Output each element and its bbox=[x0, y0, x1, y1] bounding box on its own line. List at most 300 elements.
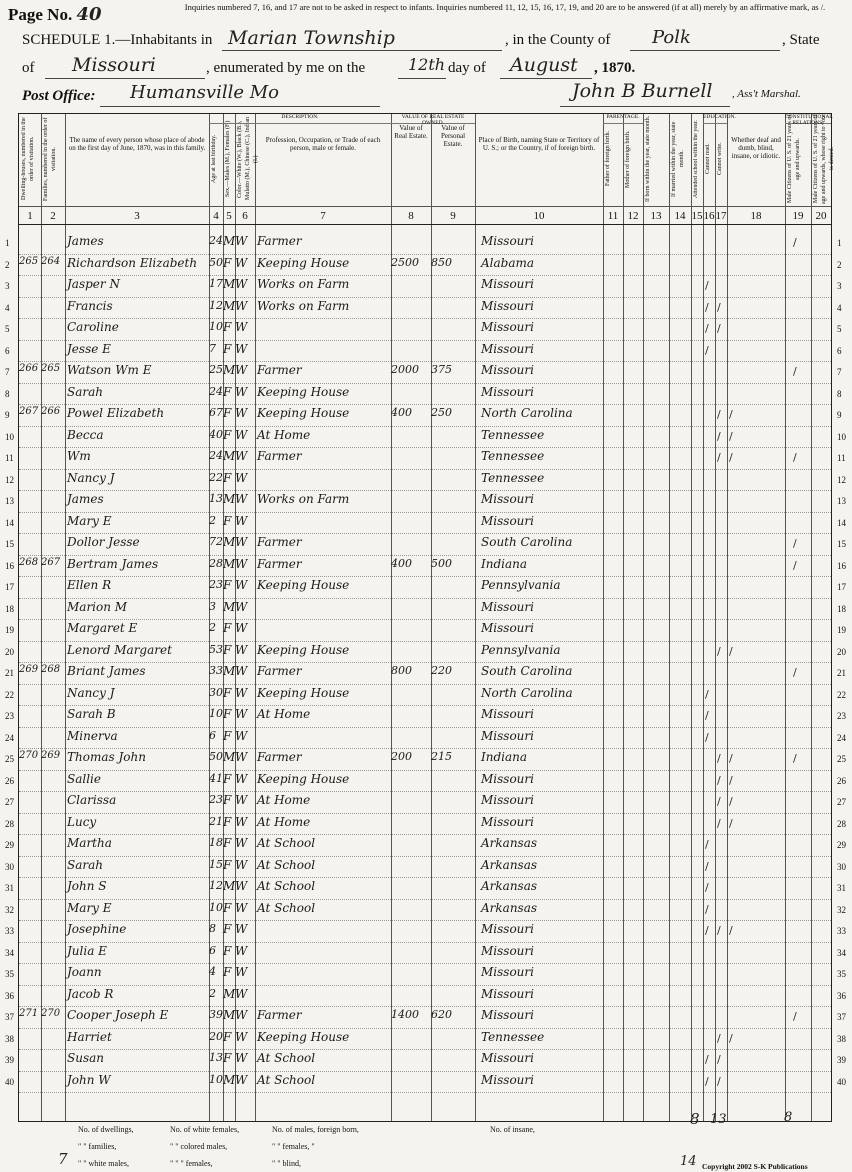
dwelling-number: 269 bbox=[19, 664, 39, 675]
row-line bbox=[19, 275, 831, 276]
tick-mark: / bbox=[705, 279, 709, 292]
column-header-16: Cannot read. bbox=[705, 143, 711, 175]
person-name: James bbox=[67, 492, 104, 506]
state-underline bbox=[45, 78, 205, 79]
column-header-2: Families, numbered in the order of visitation. bbox=[43, 117, 57, 201]
occupation: Works on Farm bbox=[257, 492, 350, 506]
column-divider bbox=[623, 114, 624, 1121]
row-number-right: 37 bbox=[837, 1012, 846, 1022]
row-number: 1 bbox=[5, 238, 10, 248]
color: W bbox=[235, 621, 248, 635]
sex: F bbox=[223, 793, 232, 807]
row-number-right: 27 bbox=[837, 797, 846, 807]
column-divider bbox=[785, 114, 786, 1121]
row-line bbox=[19, 813, 831, 814]
color: W bbox=[235, 685, 248, 700]
tick-mark: / bbox=[705, 1074, 709, 1088]
row-line bbox=[19, 791, 831, 792]
color: W bbox=[235, 1072, 248, 1087]
occupation: At School bbox=[257, 836, 316, 850]
occupation: Keeping House bbox=[257, 406, 350, 420]
row-number: 17 bbox=[5, 582, 14, 592]
birthplace: Indiana bbox=[481, 556, 528, 571]
real-estate-value: 1400 bbox=[391, 1008, 419, 1021]
sex: F bbox=[223, 900, 232, 915]
color: W bbox=[235, 320, 248, 334]
personal-estate-value: 375 bbox=[431, 363, 452, 376]
person-name: Nancy J bbox=[67, 685, 115, 700]
color: W bbox=[235, 449, 248, 463]
age: 20 bbox=[209, 1029, 223, 1043]
sex: F bbox=[223, 341, 232, 356]
row-number: 24 bbox=[5, 732, 14, 743]
occupation: At School bbox=[257, 857, 316, 872]
row-number: 19 bbox=[5, 625, 14, 635]
row-number-right: 23 bbox=[837, 711, 846, 721]
row-number: 40 bbox=[5, 1076, 14, 1087]
row-number: 9 bbox=[5, 410, 10, 420]
row-line bbox=[19, 641, 831, 642]
occupation: At School bbox=[257, 1072, 316, 1087]
column-divider bbox=[669, 114, 670, 1121]
footer-colored-males: " " colored males, bbox=[170, 1142, 228, 1151]
color: W bbox=[235, 664, 248, 678]
birthplace: Missouri bbox=[481, 1072, 534, 1087]
person-name: Dollor Jesse bbox=[67, 535, 140, 549]
person-name: Martha bbox=[67, 836, 112, 850]
person-name: Jasper N bbox=[67, 277, 120, 291]
row-line bbox=[19, 340, 831, 341]
column-number-19: 19 bbox=[792, 210, 804, 222]
age: 6 bbox=[209, 943, 216, 957]
age: 15 bbox=[209, 857, 223, 871]
column-divider bbox=[603, 114, 604, 1121]
color: W bbox=[235, 427, 248, 442]
color: W bbox=[235, 943, 248, 958]
page-number: 40 bbox=[76, 4, 102, 25]
sex: M bbox=[223, 535, 236, 549]
age: 4 bbox=[209, 965, 216, 978]
dwelling-number: 268 bbox=[19, 556, 39, 568]
birthplace: Missouri bbox=[481, 341, 534, 356]
row-number: 38 bbox=[5, 1033, 14, 1044]
age: 6 bbox=[209, 728, 216, 742]
birthplace: Pennsylvania bbox=[481, 642, 561, 657]
column-header-12: Mother of foreign birth. bbox=[625, 130, 631, 188]
person-name: Lucy bbox=[67, 814, 97, 829]
person-name: Richardson Elizabeth bbox=[67, 255, 198, 270]
occupation: Farmer bbox=[257, 234, 302, 248]
person-name: Cooper Joseph E bbox=[67, 1008, 169, 1022]
row-number: 14 bbox=[5, 517, 14, 528]
birthplace: Missouri bbox=[481, 298, 534, 313]
age: 18 bbox=[209, 836, 223, 849]
age: 10 bbox=[209, 1072, 223, 1086]
row-number-right: 17 bbox=[837, 582, 846, 592]
age: 2 bbox=[209, 513, 216, 527]
row-number: 12 bbox=[5, 474, 14, 485]
age: 25 bbox=[209, 363, 223, 376]
row-line bbox=[19, 318, 831, 319]
color: W bbox=[235, 793, 248, 807]
sex: F bbox=[223, 255, 232, 270]
row-number-right: 15 bbox=[837, 539, 846, 549]
color: W bbox=[235, 470, 248, 485]
color: W bbox=[235, 255, 248, 270]
birthplace: South Carolina bbox=[481, 664, 573, 678]
tick-mark: / bbox=[729, 451, 733, 464]
row-number-right: 22 bbox=[837, 689, 846, 700]
color: W bbox=[235, 1008, 248, 1022]
tick-mark: / bbox=[793, 236, 797, 249]
age: 7 bbox=[209, 341, 216, 355]
column-number-16: 16 bbox=[703, 210, 715, 222]
tick-mark: / bbox=[793, 1010, 797, 1023]
column-number-7: 7 bbox=[320, 210, 326, 222]
color: W bbox=[235, 234, 248, 248]
tick-mark: / bbox=[705, 902, 709, 916]
color: W bbox=[235, 986, 248, 1001]
row-line bbox=[19, 1071, 831, 1072]
birthplace: South Carolina bbox=[481, 535, 573, 549]
sex: M bbox=[223, 298, 236, 313]
state-value: Missouri bbox=[72, 54, 156, 76]
dwelling-number: 265 bbox=[19, 255, 39, 267]
real-estate-value: 200 bbox=[391, 750, 412, 763]
row-number-right: 33 bbox=[837, 926, 846, 936]
post-office-underline bbox=[100, 106, 380, 107]
color: W bbox=[235, 556, 248, 571]
row-number-right: 29 bbox=[837, 840, 846, 850]
column-number-18: 18 bbox=[750, 210, 762, 222]
person-name: Bertram James bbox=[67, 556, 159, 571]
column-number-3: 3 bbox=[134, 210, 140, 222]
color: W bbox=[235, 707, 248, 721]
birthplace: Arkansas bbox=[481, 836, 538, 850]
row-line bbox=[19, 490, 831, 491]
tick-mark: / bbox=[793, 752, 797, 765]
column-number-8: 8 bbox=[408, 210, 414, 222]
family-number: 264 bbox=[41, 255, 61, 267]
occupation: Farmer bbox=[257, 664, 302, 678]
color: W bbox=[235, 922, 248, 936]
column-header-8: Value of Real Estate. bbox=[394, 124, 428, 140]
row-number: 11 bbox=[5, 453, 14, 463]
column-number-13: 13 bbox=[650, 210, 662, 222]
age: 33 bbox=[209, 664, 223, 677]
sex: F bbox=[223, 578, 232, 592]
row-number: 23 bbox=[5, 711, 14, 721]
color: W bbox=[235, 492, 248, 506]
row-number-right: 10 bbox=[837, 431, 846, 442]
personal-estate-value: 220 bbox=[431, 664, 452, 677]
column-divider bbox=[255, 114, 256, 1121]
row-line bbox=[19, 512, 831, 513]
sex: F bbox=[223, 814, 232, 829]
tick-mark: / bbox=[793, 451, 797, 464]
sex: F bbox=[223, 427, 232, 442]
row-number-right: 35 bbox=[837, 969, 846, 979]
birthplace: Missouri bbox=[481, 1051, 534, 1065]
row-line bbox=[19, 576, 831, 577]
row-number: 4 bbox=[5, 302, 10, 313]
group-header-4: CONSTITUTIONAL RELATIONS. bbox=[785, 114, 833, 126]
post-office-label: Post Office: bbox=[22, 88, 96, 104]
occupation: Works on Farm bbox=[257, 298, 350, 313]
of-label: of bbox=[22, 60, 35, 76]
real-estate-value: 400 bbox=[391, 556, 412, 570]
row-number-right: 30 bbox=[837, 861, 846, 872]
sex: M bbox=[223, 556, 236, 571]
birthplace: Missouri bbox=[481, 986, 534, 1001]
township-value: Marian Township bbox=[228, 27, 395, 49]
row-line bbox=[19, 426, 831, 427]
page-label bbox=[8, 4, 102, 25]
column-header-1: Dwelling-houses, numbered in the order of visitation. bbox=[21, 117, 35, 201]
sex: F bbox=[223, 685, 232, 700]
row-line bbox=[19, 705, 831, 706]
row-number: 10 bbox=[5, 431, 14, 442]
tick-mark: / bbox=[717, 300, 721, 314]
color: W bbox=[235, 879, 248, 893]
tick-mark: / bbox=[729, 816, 733, 830]
row-number-right: 26 bbox=[837, 775, 846, 786]
county-label: , in the County of bbox=[505, 32, 611, 48]
age: 24 bbox=[209, 384, 223, 398]
footer-blind: " " blind, bbox=[272, 1159, 301, 1168]
tally-d: 14 bbox=[680, 1154, 697, 1169]
occupation: At Home bbox=[257, 793, 311, 807]
year-label: , 1870. bbox=[594, 60, 636, 76]
column-header-19: Male Citizens of U. S. of 21 years of age and upwards. bbox=[787, 114, 801, 204]
color: W bbox=[235, 642, 248, 657]
person-name: Caroline bbox=[67, 320, 119, 334]
age: 2 bbox=[209, 986, 216, 1000]
color: W bbox=[235, 1051, 248, 1065]
tick-mark: / bbox=[729, 408, 733, 421]
row-line bbox=[19, 856, 831, 857]
row-line bbox=[19, 1049, 831, 1050]
column-header-18: Whether deaf and dumb, blind, insane, or idiotic. bbox=[731, 136, 781, 160]
row-line bbox=[19, 598, 831, 599]
age: 53 bbox=[209, 642, 223, 656]
row-number: 15 bbox=[5, 539, 14, 549]
row-number-right: 31 bbox=[837, 883, 846, 893]
birthplace: Missouri bbox=[481, 943, 534, 958]
person-name: Lenord Margaret bbox=[67, 642, 172, 657]
column-header-20: Male Citizens of U. S. of 21 years of age and upwards, whose right to vote is denied. bbox=[813, 114, 835, 204]
row-line bbox=[19, 254, 831, 255]
age: 67 bbox=[209, 406, 223, 419]
tick-mark: / bbox=[717, 408, 721, 421]
birthplace: Missouri bbox=[481, 793, 534, 807]
color: W bbox=[235, 1029, 248, 1044]
township-underline bbox=[222, 50, 502, 51]
occupation: At Home bbox=[257, 427, 311, 442]
birthplace: Missouri bbox=[481, 621, 534, 635]
age: 30 bbox=[209, 685, 223, 699]
sex: F bbox=[223, 1051, 232, 1065]
sex: F bbox=[223, 621, 232, 635]
tick-mark: / bbox=[705, 343, 709, 357]
column-number-20: 20 bbox=[815, 210, 827, 222]
post-office-value: Humansville Mo bbox=[130, 82, 280, 103]
tick-mark: / bbox=[729, 1031, 733, 1045]
occupation: Keeping House bbox=[257, 255, 350, 270]
column-divider bbox=[65, 114, 66, 1121]
person-name: Margaret E bbox=[67, 621, 138, 635]
row-number-right: 8 bbox=[837, 388, 842, 399]
tick-mark: / bbox=[793, 365, 797, 378]
column-header-14: If married within the year, state month. bbox=[671, 121, 685, 197]
sex: M bbox=[223, 664, 236, 678]
tick-mark: / bbox=[729, 429, 733, 443]
color: W bbox=[235, 406, 248, 420]
column-header-7: Profession, Occupation, or Trade of each person, male or female. bbox=[265, 136, 381, 152]
row-number-right: 39 bbox=[837, 1055, 846, 1065]
occupation: At School bbox=[257, 1051, 316, 1065]
age: 28 bbox=[209, 556, 223, 570]
footer-insane: No. of insane, bbox=[490, 1125, 535, 1134]
row-line bbox=[19, 361, 831, 362]
person-name: Thomas John bbox=[67, 750, 146, 764]
column-number-4: 4 bbox=[213, 210, 219, 222]
sex: F bbox=[223, 384, 232, 399]
color: W bbox=[235, 277, 248, 291]
column-divider bbox=[475, 114, 476, 1121]
footer-females: " " " females, bbox=[170, 1159, 213, 1168]
occupation: Farmer bbox=[257, 750, 302, 764]
sex: F bbox=[223, 642, 232, 657]
row-line bbox=[19, 899, 831, 900]
tick-mark: / bbox=[729, 752, 733, 765]
tick-mark: / bbox=[717, 429, 721, 443]
row-number-right: 36 bbox=[837, 990, 846, 1001]
birthplace: Missouri bbox=[481, 363, 534, 377]
column-header-5: Sex.—Males (M.), Females (F.) bbox=[225, 120, 231, 198]
color: W bbox=[235, 814, 248, 829]
person-name: Sarah bbox=[67, 857, 103, 872]
row-number: 8 bbox=[5, 388, 10, 399]
age: 3 bbox=[209, 599, 216, 613]
column-number-9: 9 bbox=[450, 210, 456, 222]
row-number-right: 2 bbox=[837, 259, 842, 270]
birthplace: Arkansas bbox=[481, 879, 538, 893]
row-line bbox=[19, 555, 831, 556]
age: 12 bbox=[209, 879, 223, 892]
occupation: Farmer bbox=[257, 449, 302, 463]
sex: M bbox=[223, 1072, 236, 1087]
column-header-9: Value of Personal Estate. bbox=[440, 124, 466, 148]
person-name: Nancy J bbox=[67, 470, 115, 485]
sex: F bbox=[223, 771, 232, 786]
sex: M bbox=[223, 879, 236, 893]
birthplace: Tennessee bbox=[481, 470, 545, 485]
birthplace: Missouri bbox=[481, 814, 534, 829]
copyright: Copyright 2002 S-K Publications bbox=[702, 1162, 808, 1171]
age: 10 bbox=[209, 900, 223, 914]
row-line bbox=[19, 383, 831, 384]
column-number-15: 15 bbox=[691, 210, 703, 222]
tick-mark: / bbox=[729, 644, 733, 658]
tick-mark: / bbox=[793, 558, 797, 572]
color: W bbox=[235, 750, 248, 764]
footer-white-males: " " white males, bbox=[78, 1159, 129, 1168]
age: 39 bbox=[209, 1008, 223, 1021]
person-name: Sarah bbox=[67, 384, 103, 399]
dwelling-number: 267 bbox=[19, 406, 39, 417]
row-line bbox=[19, 1028, 831, 1029]
row-number-right: 7 bbox=[837, 367, 842, 377]
tally-b: 13 bbox=[710, 1112, 727, 1127]
sex: M bbox=[223, 750, 236, 764]
enumerated-label: , enumerated by me on the bbox=[206, 60, 366, 76]
sex: F bbox=[223, 513, 232, 528]
age: 17 bbox=[209, 277, 223, 290]
person-name: John S bbox=[67, 879, 107, 893]
person-name: Josephine bbox=[67, 922, 127, 936]
row-number: 3 bbox=[5, 281, 10, 291]
family-number: 265 bbox=[41, 363, 61, 374]
age: 40 bbox=[209, 427, 223, 441]
marshal-label: , Ass't Marshal. bbox=[732, 88, 801, 100]
age: 24 bbox=[209, 234, 223, 247]
person-name: Powel Elizabeth bbox=[67, 406, 165, 420]
color: W bbox=[235, 384, 248, 399]
row-number-right: 12 bbox=[837, 474, 846, 485]
person-name: Sarah B bbox=[67, 707, 116, 721]
group-header-3: EDUCATION. bbox=[703, 114, 727, 124]
age: 10 bbox=[209, 320, 223, 333]
color: W bbox=[235, 599, 248, 614]
month-value: August bbox=[510, 54, 578, 76]
person-name: Jesse E bbox=[67, 341, 111, 356]
sex: F bbox=[223, 943, 232, 958]
tick-mark: / bbox=[705, 1053, 709, 1066]
row-line bbox=[19, 404, 831, 405]
birthplace: Tennessee bbox=[481, 1029, 545, 1044]
row-number: 33 bbox=[5, 926, 14, 936]
real-estate-value: 2000 bbox=[391, 363, 419, 376]
sex: F bbox=[223, 836, 232, 850]
color: W bbox=[235, 900, 248, 915]
sex: F bbox=[223, 922, 232, 936]
row-number-right: 9 bbox=[837, 410, 842, 420]
tick-mark: / bbox=[729, 773, 733, 787]
real-estate-value: 2500 bbox=[391, 255, 419, 269]
row-number: 29 bbox=[5, 840, 14, 850]
tick-mark: / bbox=[705, 709, 709, 722]
person-name: Joann bbox=[67, 965, 102, 979]
row-number: 22 bbox=[5, 689, 14, 700]
tick-mark: / bbox=[717, 773, 721, 787]
color: W bbox=[235, 836, 248, 850]
sex: M bbox=[223, 449, 236, 463]
column-divider bbox=[691, 114, 692, 1121]
color: W bbox=[235, 857, 248, 872]
sex: F bbox=[223, 728, 232, 743]
row-number-right: 19 bbox=[837, 625, 846, 635]
column-number-1: 1 bbox=[27, 210, 33, 222]
footer-females-foreign: " " females, " bbox=[272, 1142, 315, 1151]
person-name: Minerva bbox=[67, 728, 118, 743]
county-underline bbox=[630, 50, 780, 51]
group-header-0: DESCRIPTION. bbox=[209, 114, 391, 124]
occupation: Works on Farm bbox=[257, 277, 350, 291]
county-value: Polk bbox=[652, 27, 691, 48]
color: W bbox=[235, 965, 248, 979]
column-divider bbox=[727, 114, 728, 1121]
